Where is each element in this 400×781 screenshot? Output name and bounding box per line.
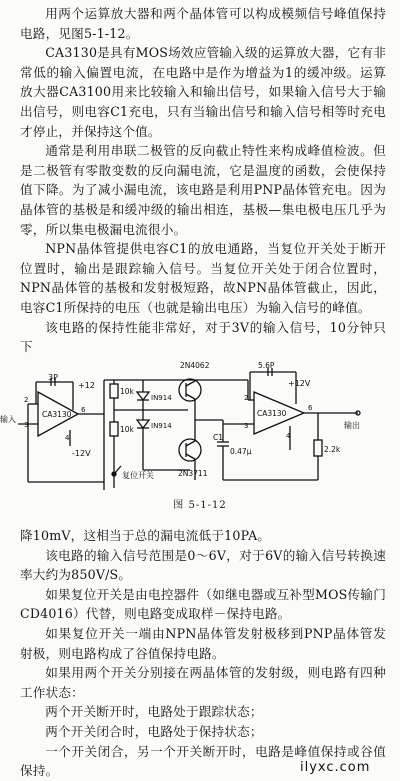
label-plus12-left: +12 bbox=[78, 381, 95, 390]
label-reset-switch: 复位开关 bbox=[122, 471, 154, 480]
paragraph: 如果用两个开关分别接在两晶体管的发射级，则电路有四种工作状态： bbox=[20, 665, 386, 700]
list-item: 两个开关断开时，电路处于跟踪状态； bbox=[45, 704, 263, 720]
label-q-bottom: 2N3711 bbox=[178, 469, 208, 478]
transistor-lead bbox=[186, 381, 195, 386]
resistor-r2 bbox=[110, 422, 118, 436]
label-minus12-left: -12V bbox=[72, 449, 91, 458]
label-c1-value: 0.47μ bbox=[230, 447, 252, 456]
resistor-r3 bbox=[314, 440, 322, 456]
diode-d1 bbox=[137, 392, 149, 400]
list-item: 两个开关闭合时，电路处于保持状态； bbox=[45, 723, 263, 739]
label-d1: IN914 bbox=[151, 394, 172, 402]
label-input: 输入 bbox=[0, 415, 16, 424]
paragraph: 该电路的保持性能非常好，对于3V的输入信号，10分钟只下 bbox=[20, 319, 386, 355]
transistor-pnp bbox=[179, 379, 201, 401]
text-block-top bbox=[20, 4, 386, 357]
label-output: 输出 bbox=[344, 421, 360, 430]
paragraph: NPN晶体管提供电容C1的放电通路，当复位开关处于断开位置时，输出是跟踪输入信号。当复位开关处于闭合位置时，NPN晶体管的基极和发射极短路，故NPN晶体管截止，因此，电容C1所保持的电压（也就是输出电压）为输入信号的峰值。 bbox=[20, 241, 386, 315]
paragraph: 降10mV，这相当于总的漏电流低于10PA。 bbox=[20, 528, 271, 543]
pin-label: 4 bbox=[286, 432, 291, 440]
transistor-lead bbox=[186, 441, 195, 446]
resistor-r1 bbox=[110, 384, 118, 398]
diode-d2 bbox=[137, 420, 149, 428]
paragraph: 用两个运算放大器和两个晶体管可以构成模频信号峰值保持电路，见图5-1-12。 bbox=[20, 6, 386, 41]
label-r2: 10k bbox=[120, 425, 134, 434]
pin-label: 2 bbox=[244, 394, 249, 402]
watermark: ilyxc.com bbox=[300, 760, 371, 775]
pin-label: 3 bbox=[244, 422, 249, 430]
transistor-lead bbox=[186, 454, 195, 459]
label-q-top: 2N4062 bbox=[180, 361, 210, 370]
pin-label: 3 bbox=[24, 421, 29, 429]
figure-caption: 图 5-1-12 bbox=[173, 500, 227, 511]
label-r3: 2.2k bbox=[324, 445, 341, 454]
paragraph: 如果复位开关一端由NPN晶体管发射极移到PNP晶体管发射极，则电路构成了谷值保持电路。 bbox=[20, 625, 386, 661]
label-opamp-right: CA3130 bbox=[257, 409, 287, 418]
paragraph: 如果复位开关是由电控器件（如继电器或互补型MOS传输门CD4016）代替，则电路变成取样－保持电路。 bbox=[20, 586, 386, 622]
list-item: 一个开关闭合，另一个开关断开时，电路是峰值保持或谷值保持。 bbox=[20, 743, 386, 779]
pin-label: 4 bbox=[65, 434, 70, 442]
reset-switch[interactable] bbox=[114, 466, 121, 474]
label-opamp-left: CA3130 bbox=[42, 410, 72, 419]
label-plus12-right: +12V bbox=[288, 379, 311, 388]
transistor-npn bbox=[179, 439, 201, 461]
label-c1: C1 bbox=[213, 433, 224, 442]
paragraph: 通常是利用串联二极管的反向截止特性来构成峰值检波。但是二极管有零散变数的反向漏电流，它是温度的函数，会使保持值下降。为了减小漏电流，该电路是利用PNP晶体管充电。因为晶体管的基极是和缓冲级的输出相连，基极—集电极电压几乎为零，所以集电极漏电流很小。 bbox=[20, 143, 386, 237]
pin-label: 2 bbox=[24, 396, 29, 404]
paragraph: 该电路的输入信号范围是0～6V，对于6V的输入信号转换速率大约为850V/S。 bbox=[20, 547, 386, 583]
pin-label: 6 bbox=[81, 406, 86, 414]
pin-label: 6 bbox=[308, 404, 313, 412]
label-r1: 10k bbox=[120, 387, 134, 396]
text-block-bottom bbox=[20, 526, 386, 781]
transistor-lead bbox=[186, 394, 195, 399]
paragraph: CA3130是具有MOS场效应管输入级的运算放大器，它有非常低的输入偏置电流，在电路中是作为增益为1的缓冲级。运算放大器CA3100用来比较输入和输出信号，如果输入信号大于输出信号，则电容C1充电，只有当输出信号和输入信号相等时充电才停止，并保持这个值。 bbox=[20, 45, 386, 139]
label-c-right: 5.6P bbox=[258, 361, 275, 370]
circuit-diagram bbox=[0, 361, 388, 498]
label-c-left: 3P bbox=[48, 373, 58, 382]
label-d2: IN914 bbox=[151, 422, 172, 430]
